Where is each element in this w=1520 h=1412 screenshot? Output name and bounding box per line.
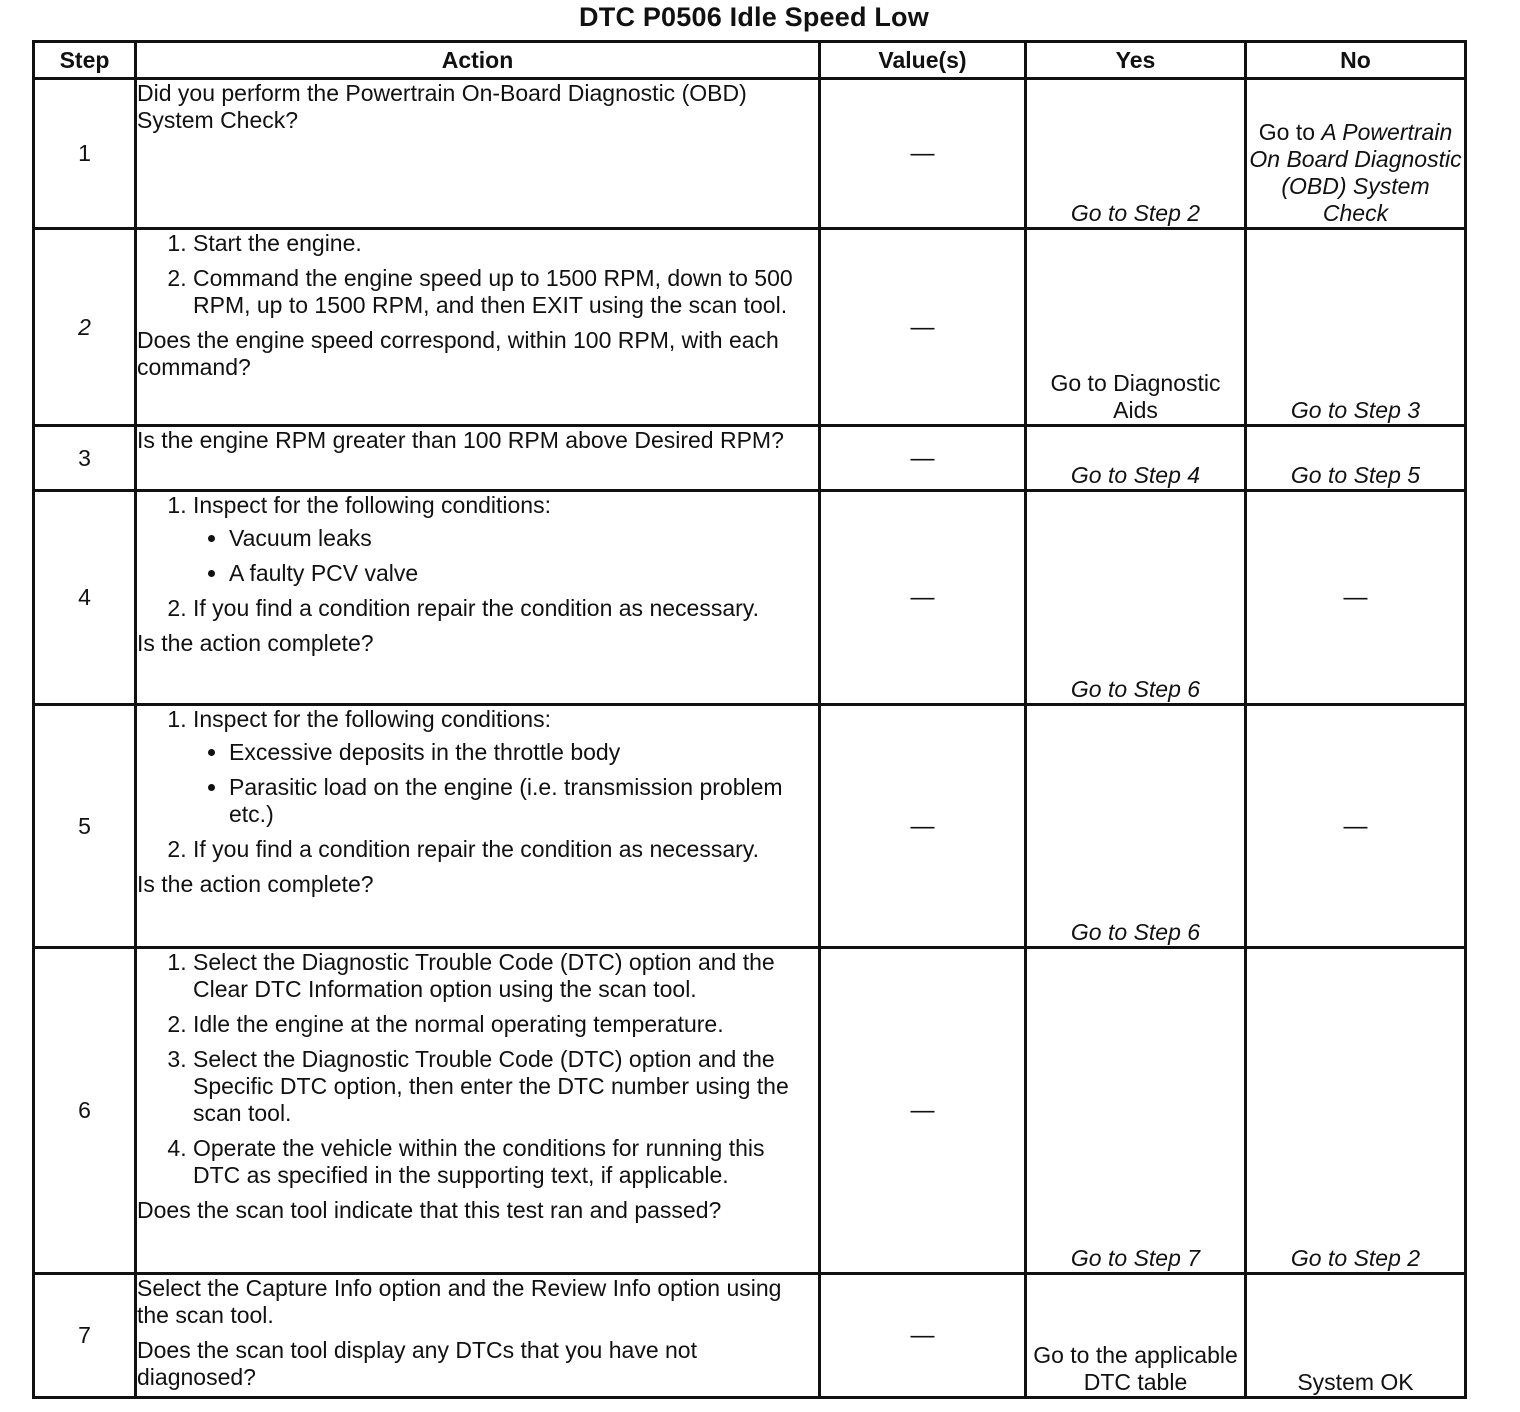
list-item: 1. Start the engine.: [193, 230, 818, 257]
value-cell: [820, 1274, 1026, 1398]
value-cell: [820, 948, 1026, 1274]
action-cell: [136, 1274, 820, 1398]
yes-cell: [1026, 491, 1246, 705]
table-row: [34, 1274, 1466, 1398]
action-question: Did you perform the Powertrain On-Board Diagnostic (OBD) System Check?: [137, 80, 747, 133]
yes-cell: [1026, 426, 1246, 491]
action-list: [137, 706, 818, 863]
value-text: —: [910, 140, 935, 167]
list-item: 1. Select the Diagnostic Trouble Code (DTC) option and the Clear DTC Information option using the scan tool.: [193, 949, 818, 1003]
action-question: Is the action complete?: [137, 871, 374, 897]
condition-list: [193, 739, 818, 828]
value-cell: [820, 79, 1026, 229]
header-no: No: [1246, 42, 1466, 79]
list-item: [193, 492, 818, 587]
action-list: [137, 230, 818, 319]
value-text: —: [910, 584, 935, 611]
no-text: —: [1343, 812, 1368, 840]
list-item: 2. Command the engine speed up to 1500 RPM, down to 500 RPM, up to 1500 RPM, and then EXIT using the scan tool.: [193, 265, 818, 319]
header-action: Action: [136, 42, 820, 79]
table-row: [34, 79, 1466, 229]
action-question: Does the engine speed correspond, within 100 RPM, with each command?: [137, 327, 779, 380]
bullet-item: • Excessive deposits in the throttle body: [229, 739, 818, 766]
bullet-item: • Vacuum leaks: [229, 525, 818, 552]
yes-cell: [1026, 948, 1246, 1274]
list-item: 2. If you find a condition repair the condition as necessary.: [193, 836, 818, 863]
action-question: Is the engine RPM greater than 100 RPM above Desired RPM?: [137, 427, 784, 453]
no-cell: [1246, 491, 1466, 705]
action-question: Does the scan tool indicate that this test ran and passed?: [137, 1197, 722, 1223]
no-text: System OK: [1297, 1369, 1414, 1395]
condition-list: [193, 525, 818, 587]
step-number: 1: [34, 79, 136, 229]
value-text: —: [910, 812, 935, 840]
page-title: DTC P0506 Idle Speed Low: [579, 2, 929, 32]
no-cell: [1246, 426, 1466, 491]
header-step: Step: [34, 42, 136, 79]
no-cell: [1246, 1274, 1466, 1398]
value-cell: [820, 426, 1026, 491]
value-text: —: [910, 444, 935, 472]
list-item: 2. Idle the engine at the normal operating temperature.: [193, 1011, 818, 1038]
yes-text: Go to Step 6: [1070, 676, 1201, 702]
value-cell: [820, 491, 1026, 705]
diagnostic-table: [32, 40, 1467, 1399]
no-text: Go to Step 3: [1290, 397, 1421, 423]
value-cell: [820, 705, 1026, 948]
no-reference: A Powertrain On Board Diagnostic (OBD) System Check: [1249, 119, 1462, 226]
step-number: 5: [34, 705, 136, 948]
step-number: 2: [34, 229, 136, 426]
yes-text: Go to Step 4: [1070, 462, 1201, 488]
table-row: [34, 491, 1466, 705]
table-row: [34, 948, 1466, 1274]
no-text: Go to Step 2: [1290, 1245, 1421, 1271]
no-cell: [1246, 229, 1466, 426]
list-item-text: Inspect for the following conditions:: [193, 706, 551, 732]
step-number: 4: [34, 491, 136, 705]
action-cell: [136, 491, 820, 705]
step-number: 7: [34, 1274, 136, 1398]
no-cell: [1246, 948, 1466, 1274]
yes-cell: [1026, 229, 1246, 426]
value-cell: [820, 229, 1026, 426]
yes-text: Go to Step 7: [1070, 1245, 1201, 1271]
header-values: Value(s): [820, 42, 1026, 79]
action-cell: [136, 948, 820, 1274]
no-prefix: Go to: [1258, 119, 1322, 145]
action-cell: [136, 229, 820, 426]
value-text: —: [910, 1322, 935, 1349]
value-text: —: [910, 1097, 935, 1124]
yes-cell: [1026, 1274, 1246, 1398]
list-item: [193, 706, 818, 828]
header-yes: Yes: [1026, 42, 1246, 79]
action-list: [137, 492, 818, 622]
action-question: Does the scan tool display any DTCs that you have not diagnosed?: [137, 1337, 697, 1390]
no-cell: [1246, 705, 1466, 948]
no-cell: [1246, 79, 1466, 229]
step-number: 6: [34, 948, 136, 1274]
table-row: [34, 229, 1466, 426]
list-item: 2. If you find a condition repair the condition as necessary.: [193, 595, 818, 622]
bullet-item: • Parasitic load on the engine (i.e. transmission problem etc.): [229, 774, 818, 828]
yes-text: Go to the applicable DTC table: [1033, 1342, 1238, 1395]
no-text: —: [1343, 584, 1368, 611]
action-instruction: Select the Capture Info option and the Review Info option using the scan tool.: [137, 1275, 782, 1328]
action-cell: [136, 426, 820, 491]
yes-text: Go to Step 2: [1070, 200, 1201, 226]
table-row: [34, 426, 1466, 491]
yes-text: Go to Diagnostic Aids: [1050, 370, 1221, 423]
table-row: [34, 705, 1466, 948]
action-cell: [136, 79, 820, 229]
yes-cell: [1026, 79, 1246, 229]
action-list: [137, 949, 818, 1189]
yes-text: Go to Step 6: [1070, 919, 1201, 945]
yes-cell: [1026, 705, 1246, 948]
step-number: 3: [34, 426, 136, 491]
value-text: —: [910, 313, 935, 341]
no-text: Go to Step 5: [1290, 462, 1421, 488]
list-item: 3. Select the Diagnostic Trouble Code (DTC) option and the Specific DTC option, then enter the DTC number using the scan tool.: [193, 1046, 818, 1127]
action-cell: [136, 705, 820, 948]
table-header-row: [34, 42, 1466, 79]
bullet-item: • A faulty PCV valve: [229, 560, 818, 587]
action-question: Is the action complete?: [137, 630, 374, 656]
list-item-text: Inspect for the following conditions:: [193, 492, 551, 518]
list-item: 4. Operate the vehicle within the conditions for running this DTC as specified in the supporting text, if applicable.: [193, 1135, 818, 1189]
